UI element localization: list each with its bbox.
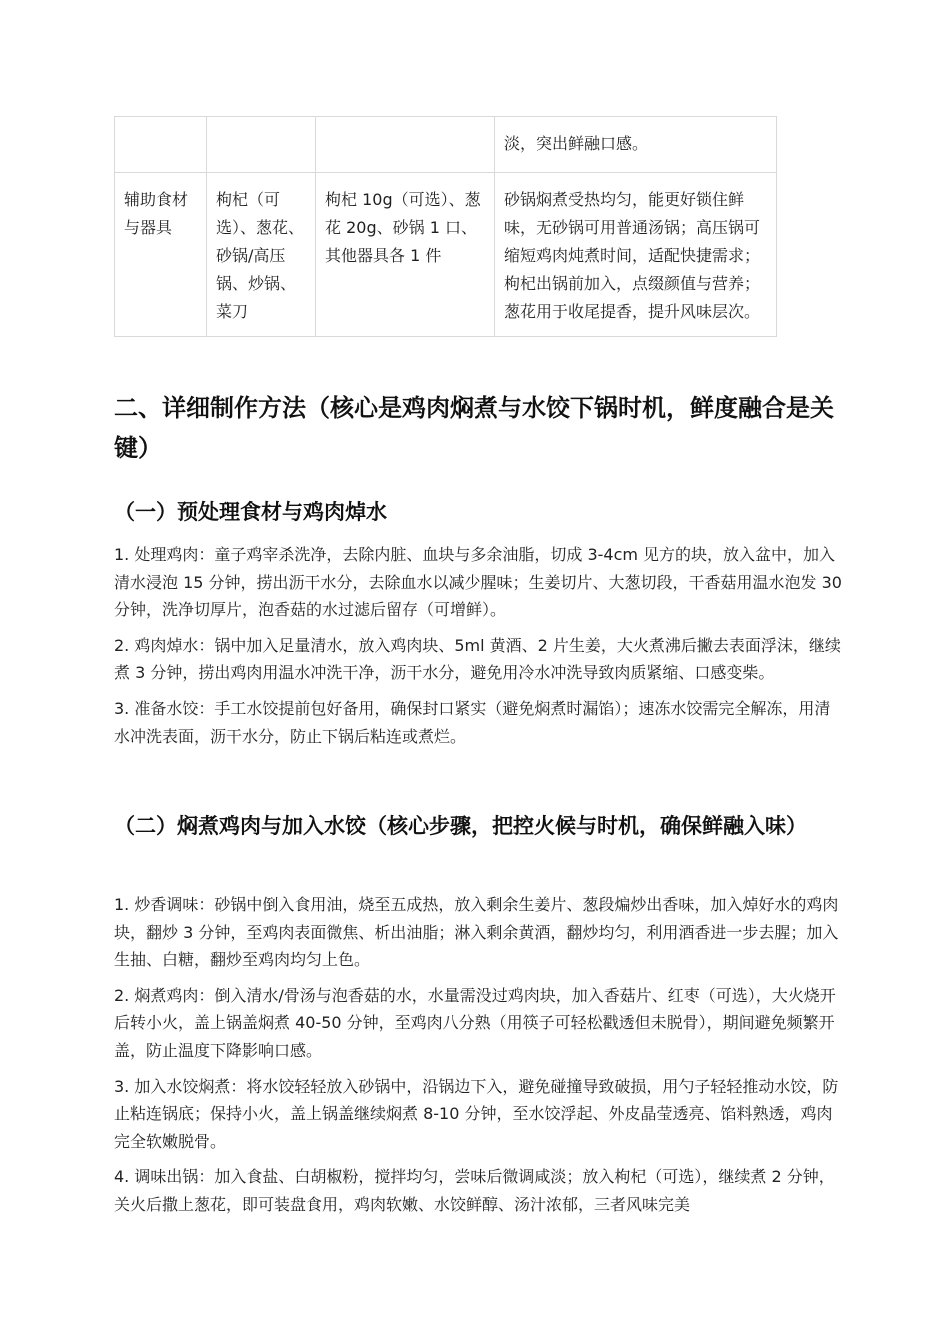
step-paragraph: 3. 准备水饺：手工水饺提前包好备用，确保封口紧实（避免焖煮时漏馅）；速冻水饺需完全解冻，用清水冲洗表面，沥干水分，防止下锅后粘连或煮烂。	[114, 698, 831, 746]
section-heading: 二、详细制作方法（核心是鸡肉焖煮与水饺下锅时机，鲜度融合是关键）	[114, 394, 834, 462]
step-paragraph: 2. 焖煮鸡肉：倒入清水/骨汤与泡香菇的水，水量需没过鸡肉块，加入香菇片、红枣（可选），大火烧开后转小火，盖上锅盖焖煮 40-50 分钟，至鸡肉八分熟（用筷子可轻松戳透但未脱骨），期间避免频繁开盖，防止温度下降影响口感。	[114, 985, 836, 1060]
table-row	[115, 173, 777, 337]
subsection-heading: （二）焖煮鸡肉与加入水饺（核心步骤，把控火候与时机，确保鲜融入味）	[114, 814, 807, 838]
step-paragraph: 3. 加入水饺焖煮：将水饺轻轻放入砂锅中，沿锅边下入，避免碰撞导致破损，用勺子轻轻推动水饺，防止粘连锅底；保持小火，盖上锅盖继续焖煮 8-10 分钟，至水饺浮起、外皮晶莹透亮、馅料熟透，鸡肉完全软嫩脱骨。	[114, 1076, 839, 1151]
step-paragraph: 1. 炒香调味：砂锅中倒入食用油，烧至五成热，放入剩余生姜片、葱段煸炒出香味，加入焯好水的鸡肉块，翻炒 3 分钟，至鸡肉表面微焦、析出油脂；淋入剩余黄酒，翻炒均匀，利用酒香进一步去腥；加入生抽、白糖，翻炒至鸡肉均匀上色。	[114, 895, 839, 970]
table-cell: 枸杞 10g（可选）、葱花 20g、砂锅 1 口、其他器具各 1 件	[316, 173, 495, 337]
table-cell: 淡，突出鲜融口感。	[495, 117, 777, 173]
ingredients-table	[114, 116, 777, 337]
table-cell	[316, 117, 495, 173]
subsection-heading: （一）预处理食材与鸡肉焯水	[114, 500, 387, 524]
table-cell	[115, 117, 207, 173]
table-cell: 砂锅焖煮受热均匀，能更好锁住鲜味，无砂锅可用普通汤锅；高压锅可缩短鸡肉炖煮时间，适配快捷需求；枸杞出锅前加入，点缀颜值与营养；葱花用于收尾提香，提升风味层次。	[495, 173, 777, 337]
table-cell: 辅助食材与器具	[115, 173, 207, 337]
step-paragraph: 2. 鸡肉焯水：锅中加入足量清水，放入鸡肉块、5ml 黄酒、2 片生姜，大火煮沸后撇去表面浮沫，继续煮 3 分钟，捞出鸡肉用温水冲洗干净，沥干水分，避免用冷水冲洗导致肉质紧缩、口感变柴。	[114, 635, 841, 683]
step-list	[114, 541, 844, 758]
step-paragraph: 4. 调味出锅：加入食盐、白胡椒粉，搅拌均匀，尝味后微调咸淡；放入枸杞（可选），继续煮 2 分钟，关火后撒上葱花，即可装盘食用，鸡肉软嫩、水饺鲜醇、汤汁浓郁，三者风味完美	[114, 1167, 835, 1214]
table-cell: 枸杞（可选）、葱花、砂锅/高压锅、炒锅、菜刀	[207, 173, 316, 337]
table-cell	[207, 117, 316, 173]
step-paragraph: 1. 处理鸡肉：童子鸡宰杀洗净，去除内脏、血块与多余油脂，切成 3-4cm 见方的块，放入盆中，加入清水浸泡 15 分钟，捞出沥干水分，去除血水以减少腥味；生姜切片、大葱切段，干香菇用温水泡发 30 分钟，洗净切厚片，泡香菇的水过滤后留存（可增鲜）。	[114, 545, 842, 620]
table-row	[115, 117, 777, 173]
step-list	[114, 891, 844, 1227]
